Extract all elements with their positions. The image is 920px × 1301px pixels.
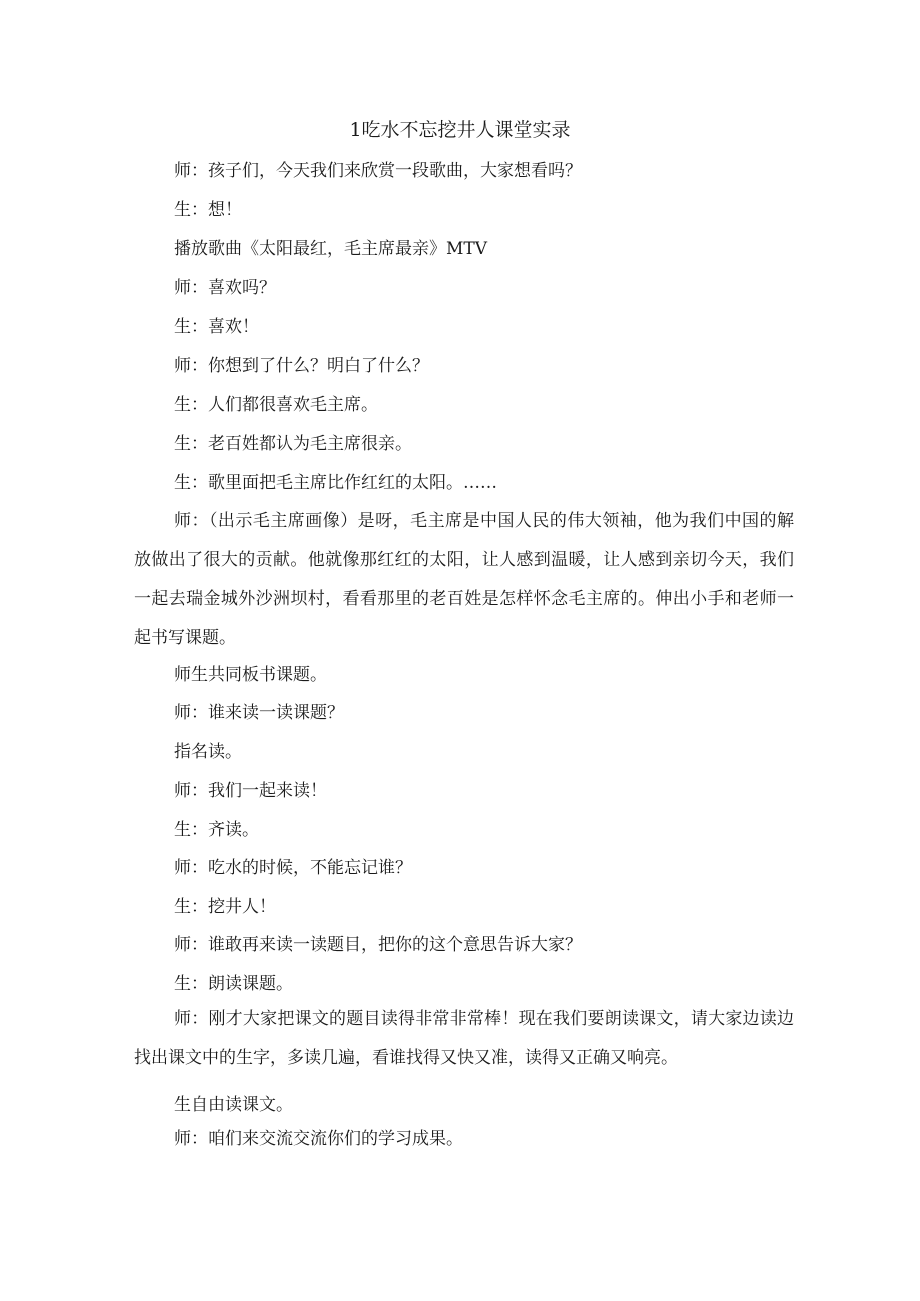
- dialogue-line: 生：歌里面把毛主席比作红红的太阳。……: [174, 473, 497, 493]
- dialogue-line: 师：吃水的时候，不能忘记谁？: [174, 858, 412, 878]
- stage-direction: 师生共同板书课题。: [174, 665, 327, 685]
- dialogue-line: 生：挖井人！: [174, 897, 276, 917]
- stage-direction: 指名读。: [174, 742, 242, 762]
- stage-direction: 播放歌曲《太阳最红，毛主席最亲》MTV: [174, 239, 488, 259]
- dialogue-line: 师：咱们来交流交流你们的学习成果。: [174, 1129, 463, 1149]
- dialogue-line: 生：朗读课题。: [174, 974, 293, 994]
- dialogue-line: 师：谁敢再来读一读题目，把你的这个意思告诉大家？: [174, 935, 582, 955]
- dialogue-paragraph: 师：（出示毛主席画像）是呀，毛主席是中国人民的伟大领袖，他为我们中国的解放做出了很大的贡献。他就像那红红的太阳，让人感到温暖，让人感到亲切今天，我们一起去瑞金城外沙洲坝村，看看那里的老百姓是怎样怀念毛主席的。伸出小手和老师一起书写课题。: [134, 511, 794, 648]
- dialogue-line: 生：齐读。: [174, 820, 259, 840]
- dialogue-line: 生：喜欢！: [174, 317, 259, 337]
- dialogue-line: 师：你想到了什么？明白了什么？: [174, 356, 429, 376]
- document-title: 1吃水不忘挖井人课堂实录: [349, 119, 571, 141]
- stage-direction: 生自由读课文。: [174, 1095, 293, 1115]
- dialogue-line: 生：老百姓都认为毛主席很亲。: [174, 434, 412, 454]
- dialogue-line: 生：人们都很喜欢毛主席。: [174, 395, 378, 415]
- dialogue-line: 生：想！: [174, 200, 242, 220]
- dialogue-line: 师：我们一起来读！: [174, 781, 327, 801]
- dialogue-line: 师：喜欢吗？: [174, 278, 276, 298]
- dialogue-line: 师：谁来读一读课题？: [174, 703, 344, 723]
- dialogue-line: 师：孩子们，今天我们来欣赏一段歌曲，大家想看吗？: [174, 161, 582, 181]
- dialogue-paragraph: 师：刚才大家把课文的题目读得非常非常棒！现在我们要朗读课文，请大家边读边找出课文中的生字，多读几遍，看谁找得又快又准，读得又正确又响亮。: [134, 1009, 794, 1068]
